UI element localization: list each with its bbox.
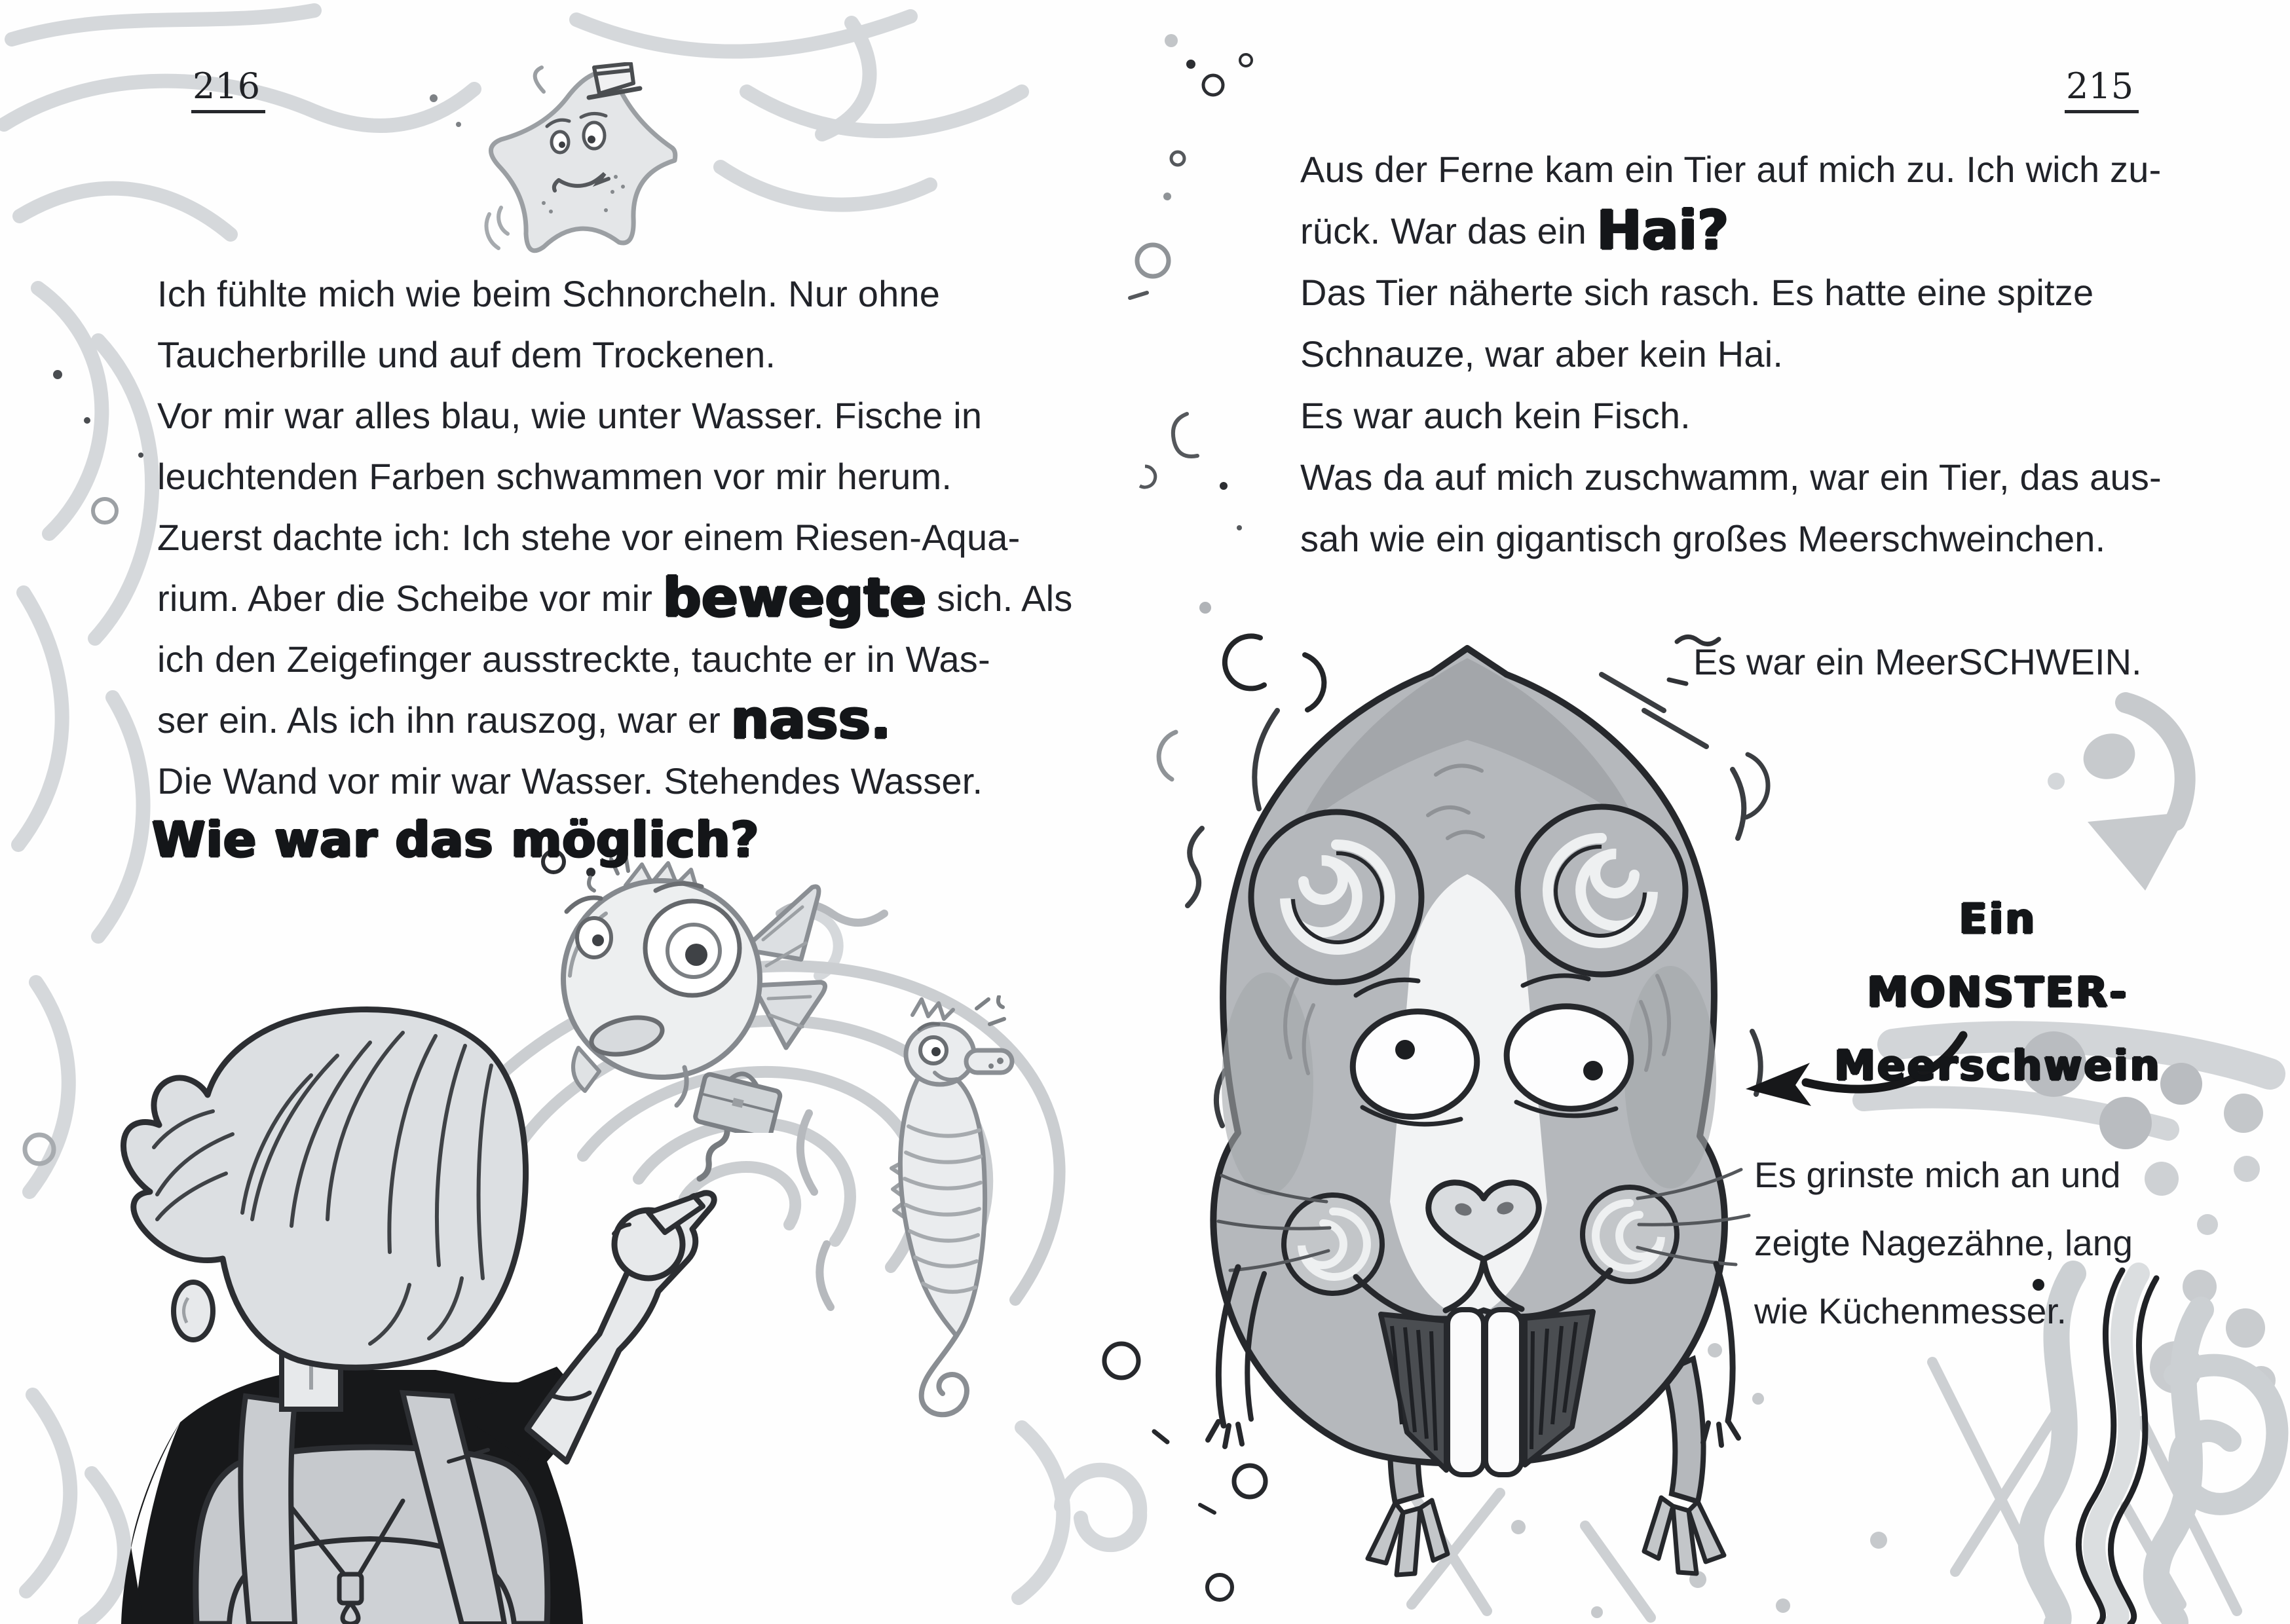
text-line: rium. Aber die Scheibe vor mir bewegte sich. Als [157, 567, 1073, 629]
text-line: Ich fühlte mich wie beim Schnorcheln. Nur ohne [157, 273, 941, 314]
motion-arcs [487, 208, 508, 248]
seahorse-illustration [835, 995, 1019, 1421]
text-line: ser ein. Als ich ihn rauszog, war er nass. [157, 689, 892, 751]
text-line: Die Wand vor mir war Wasser. Stehendes Wasser. [157, 760, 983, 802]
text-line: leuchtenden Farben schwammen vor mir herum. [157, 456, 952, 497]
left-page-paragraph [157, 263, 1073, 811]
boy-head [123, 1009, 525, 1409]
starfish-illustration [481, 62, 685, 259]
guinea-pig-illustration [1140, 612, 1795, 1608]
right-page-number-wrap [2065, 65, 2139, 113]
text-line: Taucherbrille und auf dem Trockenen. [157, 334, 776, 375]
text-line: Es grinste mich an und [1754, 1154, 2121, 1195]
grin-paragraph [1754, 1141, 2133, 1345]
monster-title-line1: Ein MONSTER- [1867, 895, 2129, 1016]
text-line: Aus der Ferne kam ein Tier auf mich zu. Ich wich zu- [1300, 149, 2162, 190]
right-page-paragraph [1300, 139, 2162, 570]
text-line: zeigte Nagezähne, lang [1754, 1223, 2133, 1263]
page-number-right: 215 [2065, 65, 2139, 113]
monster-title [1834, 883, 2162, 1103]
gray-arrow-doodle [2047, 691, 2230, 907]
text-line: Vor mir war alles blau, wie unter Wasser. Fische in [157, 395, 983, 436]
text-line: Zuerst dachte ich: Ich stehe vor einem Riesen-Aqua- [157, 517, 1021, 558]
boy-illustration [95, 1003, 724, 1624]
monster-title-line2: Meerschwein [1834, 1042, 2162, 1090]
meerschwein-caption: Es war ein MeerSCHWEIN. [1693, 641, 2142, 682]
text-line: sah wie ein gigantisch großes Meerschweinchen. [1300, 518, 2106, 559]
text-line: Schnauze, war aber kein Hai. [1300, 333, 1784, 375]
left-page-number-wrap [191, 65, 265, 113]
text-line: Es war auch kein Fisch. [1300, 395, 1691, 436]
text-line: wie Küchenmesser. [1754, 1291, 2067, 1331]
text-line: ich den Zeigefinger ausstreckte, tauchte er in Was- [157, 638, 990, 680]
left-page-heading: Wie war das möglich? [152, 812, 760, 868]
page-number-left: 216 [191, 65, 265, 113]
text-line: Was da auf mich zuschwamm, war ein Tier, das aus- [1300, 456, 2162, 498]
text-line: Das Tier näherte sich rasch. Es hatte eine spitze [1300, 272, 2094, 313]
text-line: rück. War das ein Hai? [1300, 200, 1729, 262]
